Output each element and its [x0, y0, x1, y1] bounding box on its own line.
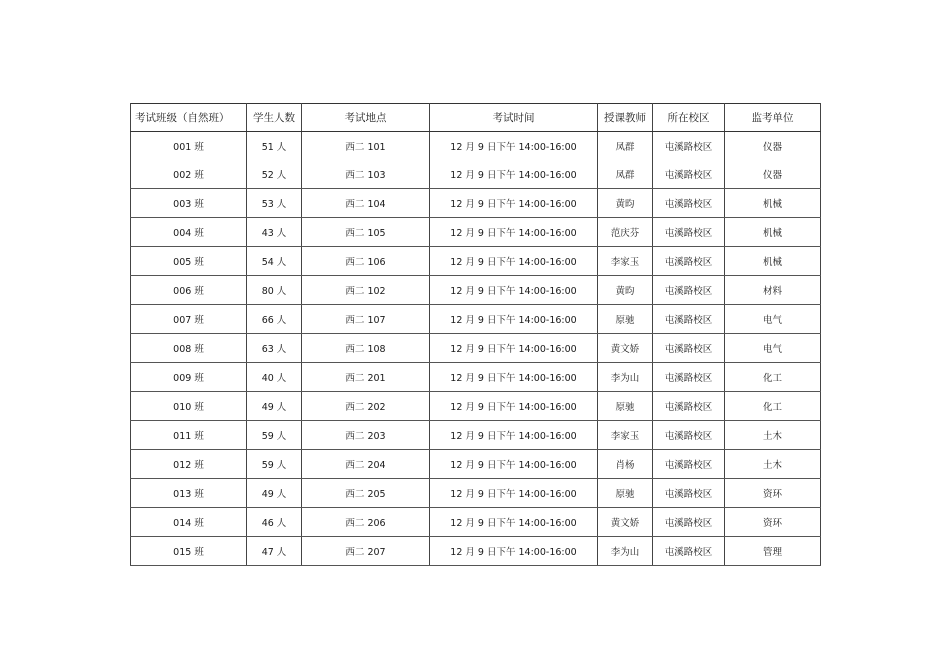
- cell-campus: 屯溪路校区: [653, 479, 725, 508]
- header-teacher: 授课教师: [598, 104, 653, 132]
- cell-campus: 屯溪路校区: [653, 276, 725, 305]
- cell-class: 004 班: [131, 218, 247, 247]
- cell-time: 12 月 9 日下午 14:00-16:00: [430, 132, 598, 161]
- cell-campus: 屯溪路校区: [653, 334, 725, 363]
- cell-students: 54 人: [247, 247, 302, 276]
- cell-campus: 屯溪路校区: [653, 132, 725, 161]
- cell-teacher: 凤群: [598, 160, 653, 189]
- cell-time: 12 月 9 日下午 14:00-16:00: [430, 189, 598, 218]
- cell-students: 49 人: [247, 392, 302, 421]
- cell-unit: 仪器: [725, 160, 821, 189]
- exam-schedule-table: [130, 103, 821, 566]
- table-row: [131, 160, 821, 189]
- table-row: [131, 334, 821, 363]
- cell-unit: 土木: [725, 450, 821, 479]
- cell-time: 12 月 9 日下午 14:00-16:00: [430, 450, 598, 479]
- cell-campus: 屯溪路校区: [653, 537, 725, 566]
- table-row: [131, 218, 821, 247]
- cell-campus: 屯溪路校区: [653, 421, 725, 450]
- cell-time: 12 月 9 日下午 14:00-16:00: [430, 479, 598, 508]
- cell-time: 12 月 9 日下午 14:00-16:00: [430, 160, 598, 189]
- cell-time: 12 月 9 日下午 14:00-16:00: [430, 276, 598, 305]
- cell-class: 010 班: [131, 392, 247, 421]
- cell-students: 66 人: [247, 305, 302, 334]
- cell-class: 013 班: [131, 479, 247, 508]
- cell-time: 12 月 9 日下午 14:00-16:00: [430, 392, 598, 421]
- cell-unit: 资环: [725, 508, 821, 537]
- cell-campus: 屯溪路校区: [653, 247, 725, 276]
- cell-class: 006 班: [131, 276, 247, 305]
- cell-unit: 机械: [725, 218, 821, 247]
- table-row: [131, 508, 821, 537]
- cell-teacher: 李为山: [598, 537, 653, 566]
- header-unit: 监考单位: [725, 104, 821, 132]
- cell-campus: 屯溪路校区: [653, 363, 725, 392]
- cell-teacher: 凤群: [598, 132, 653, 161]
- table-row: [131, 479, 821, 508]
- cell-time: 12 月 9 日下午 14:00-16:00: [430, 218, 598, 247]
- cell-students: 43 人: [247, 218, 302, 247]
- cell-location: 西二 101: [302, 132, 430, 161]
- cell-campus: 屯溪路校区: [653, 392, 725, 421]
- cell-campus: 屯溪路校区: [653, 189, 725, 218]
- cell-teacher: 李为山: [598, 363, 653, 392]
- table-row: [131, 392, 821, 421]
- cell-unit: 机械: [725, 247, 821, 276]
- cell-teacher: 黄昀: [598, 276, 653, 305]
- cell-time: 12 月 9 日下午 14:00-16:00: [430, 508, 598, 537]
- cell-time: 12 月 9 日下午 14:00-16:00: [430, 363, 598, 392]
- cell-time: 12 月 9 日下午 14:00-16:00: [430, 537, 598, 566]
- cell-campus: 屯溪路校区: [653, 160, 725, 189]
- cell-class: 012 班: [131, 450, 247, 479]
- header-location: 考试地点: [302, 104, 430, 132]
- cell-teacher: 黄文娇: [598, 508, 653, 537]
- cell-students: 49 人: [247, 479, 302, 508]
- table-row: [131, 421, 821, 450]
- header-time: 考试时间: [430, 104, 598, 132]
- cell-class: 015 班: [131, 537, 247, 566]
- table-row: [131, 247, 821, 276]
- cell-location: 西二 108: [302, 334, 430, 363]
- cell-teacher: 原驰: [598, 392, 653, 421]
- cell-unit: 化工: [725, 392, 821, 421]
- cell-time: 12 月 9 日下午 14:00-16:00: [430, 305, 598, 334]
- table-row: [131, 537, 821, 566]
- cell-teacher: 李家玉: [598, 247, 653, 276]
- cell-class: 005 班: [131, 247, 247, 276]
- cell-students: 63 人: [247, 334, 302, 363]
- cell-students: 40 人: [247, 363, 302, 392]
- cell-students: 47 人: [247, 537, 302, 566]
- header-class: 考试班级（自然班）: [131, 104, 247, 132]
- table-row: [131, 132, 821, 161]
- cell-time: 12 月 9 日下午 14:00-16:00: [430, 334, 598, 363]
- cell-location: 西二 206: [302, 508, 430, 537]
- table-row: [131, 305, 821, 334]
- cell-class: 002 班: [131, 160, 247, 189]
- cell-students: 52 人: [247, 160, 302, 189]
- table-row: [131, 276, 821, 305]
- cell-location: 西二 103: [302, 160, 430, 189]
- table-header-row: [131, 104, 821, 132]
- cell-class: 003 班: [131, 189, 247, 218]
- table-row: [131, 450, 821, 479]
- table-row: [131, 363, 821, 392]
- cell-students: 59 人: [247, 450, 302, 479]
- cell-location: 西二 102: [302, 276, 430, 305]
- cell-class: 014 班: [131, 508, 247, 537]
- cell-unit: 化工: [725, 363, 821, 392]
- cell-class: 011 班: [131, 421, 247, 450]
- cell-teacher: 范庆芬: [598, 218, 653, 247]
- cell-unit: 机械: [725, 189, 821, 218]
- cell-class: 007 班: [131, 305, 247, 334]
- cell-unit: 电气: [725, 305, 821, 334]
- cell-unit: 管理: [725, 537, 821, 566]
- cell-campus: 屯溪路校区: [653, 305, 725, 334]
- cell-campus: 屯溪路校区: [653, 508, 725, 537]
- cell-students: 46 人: [247, 508, 302, 537]
- cell-students: 53 人: [247, 189, 302, 218]
- cell-teacher: 黄昀: [598, 189, 653, 218]
- cell-location: 西二 106: [302, 247, 430, 276]
- cell-time: 12 月 9 日下午 14:00-16:00: [430, 421, 598, 450]
- cell-teacher: 原驰: [598, 305, 653, 334]
- cell-unit: 资环: [725, 479, 821, 508]
- table-row: [131, 189, 821, 218]
- cell-teacher: 李家玉: [598, 421, 653, 450]
- cell-location: 西二 202: [302, 392, 430, 421]
- cell-campus: 屯溪路校区: [653, 218, 725, 247]
- cell-location: 西二 207: [302, 537, 430, 566]
- cell-location: 西二 205: [302, 479, 430, 508]
- cell-teacher: 原驰: [598, 479, 653, 508]
- cell-location: 西二 104: [302, 189, 430, 218]
- cell-students: 80 人: [247, 276, 302, 305]
- header-campus: 所在校区: [653, 104, 725, 132]
- cell-students: 51 人: [247, 132, 302, 161]
- cell-teacher: 黄文娇: [598, 334, 653, 363]
- cell-students: 59 人: [247, 421, 302, 450]
- cell-campus: 屯溪路校区: [653, 450, 725, 479]
- cell-location: 西二 107: [302, 305, 430, 334]
- cell-unit: 材料: [725, 276, 821, 305]
- header-students: 学生人数: [247, 104, 302, 132]
- cell-location: 西二 201: [302, 363, 430, 392]
- cell-class: 009 班: [131, 363, 247, 392]
- cell-class: 008 班: [131, 334, 247, 363]
- cell-location: 西二 105: [302, 218, 430, 247]
- cell-unit: 仪器: [725, 132, 821, 161]
- cell-time: 12 月 9 日下午 14:00-16:00: [430, 247, 598, 276]
- cell-location: 西二 203: [302, 421, 430, 450]
- cell-unit: 电气: [725, 334, 821, 363]
- cell-teacher: 肖杨: [598, 450, 653, 479]
- cell-unit: 土木: [725, 421, 821, 450]
- cell-location: 西二 204: [302, 450, 430, 479]
- cell-class: 001 班: [131, 132, 247, 161]
- table-body: [131, 132, 821, 566]
